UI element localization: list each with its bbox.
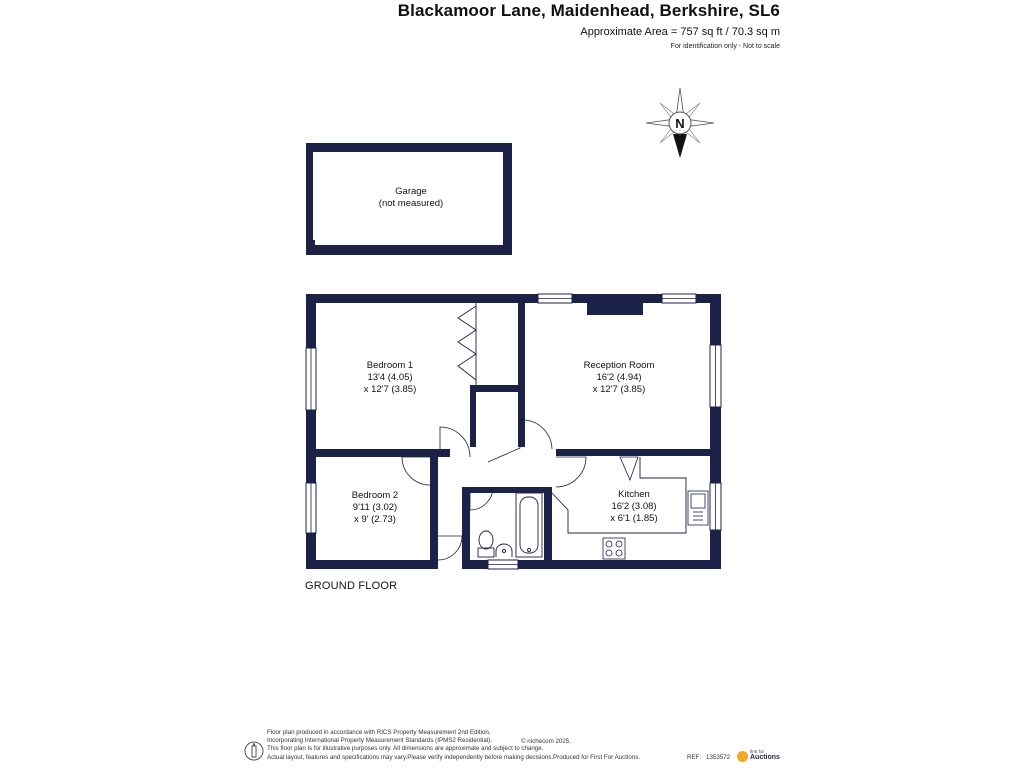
footer-disclaimer — [267, 729, 640, 762]
bedroom2-dims2: x 9' (2.73) — [354, 514, 396, 525]
room-label-reception — [569, 360, 669, 396]
bedroom2-dims1: 9'11 (3.02) — [352, 502, 398, 513]
brand-logo — [737, 749, 781, 765]
approximate-area: Approximate Area = 757 sq ft / 70.3 sq m — [580, 26, 780, 38]
rics-logo-icon — [244, 740, 264, 762]
brand-name: Auctions — [750, 754, 780, 761]
room-label-bedroom2 — [330, 490, 420, 526]
footer-line-3: This floor plan is for illustrative purposes only. All dimensions are approximate and subject to change. — [267, 745, 544, 753]
basin-icon — [496, 544, 512, 557]
room-label-garage — [366, 186, 456, 210]
footer-line-1: Floor plan produced in accordance with RICS Property Measurement 2nd Edition, — [267, 729, 491, 736]
kitchen-dims2: x 6'1 (1.85) — [610, 513, 658, 524]
room-label-bedroom1 — [340, 360, 440, 396]
windows — [306, 294, 721, 569]
kitchen-sink-icon — [688, 491, 708, 525]
reception-name: Reception Room — [583, 360, 655, 371]
scale-note: For identification only - Not to scale — [670, 43, 780, 50]
compass-icon — [646, 88, 714, 158]
room-label-kitchen — [594, 489, 674, 525]
footer-line-4: Actual layout, features and specifications may vary.Please verify independently before making decisions.Produced for First For Auctions. — [267, 753, 641, 761]
garage-name: Garage — [395, 186, 427, 197]
brand-mark-icon — [737, 751, 748, 762]
bath-icon — [516, 493, 542, 557]
bedroom1-dims2: x 12'7 (3.85) — [363, 384, 417, 395]
bedroom2-name: Bedroom 2 — [351, 490, 399, 501]
hob-icon — [603, 538, 625, 559]
page-title: Blackamoor Lane, Maidenhead, Berkshire, SL6 — [397, 1, 780, 20]
toilet-icon — [478, 531, 494, 557]
compass-n-label: N — [675, 116, 685, 131]
kitchen-dims1: 16'2 (3.08) — [611, 501, 657, 512]
main-walls — [306, 294, 721, 569]
footer-line-2: Incorporating International Property Measurement Standards (IPMS2 Residential). — [267, 737, 492, 745]
floor-label: GROUND FLOOR — [305, 580, 398, 592]
ref-label: REF: — [687, 754, 702, 761]
garage-dims: (not measured) — [378, 198, 444, 209]
wardrobe-icon — [458, 303, 476, 385]
bedroom1-name: Bedroom 1 — [366, 360, 414, 371]
kitchen-name: Kitchen — [618, 489, 650, 500]
brand-small-text: first for — [750, 749, 765, 754]
footer-copyright: © nichecom 2025. — [521, 738, 571, 745]
reception-dims2: x 12'7 (3.85) — [592, 384, 646, 395]
reception-dims1: 16'2 (4.94) — [596, 372, 642, 383]
bedroom1-dims1: 13'4 (4.05) — [367, 372, 413, 383]
ref-number: 1353572 — [706, 754, 731, 761]
